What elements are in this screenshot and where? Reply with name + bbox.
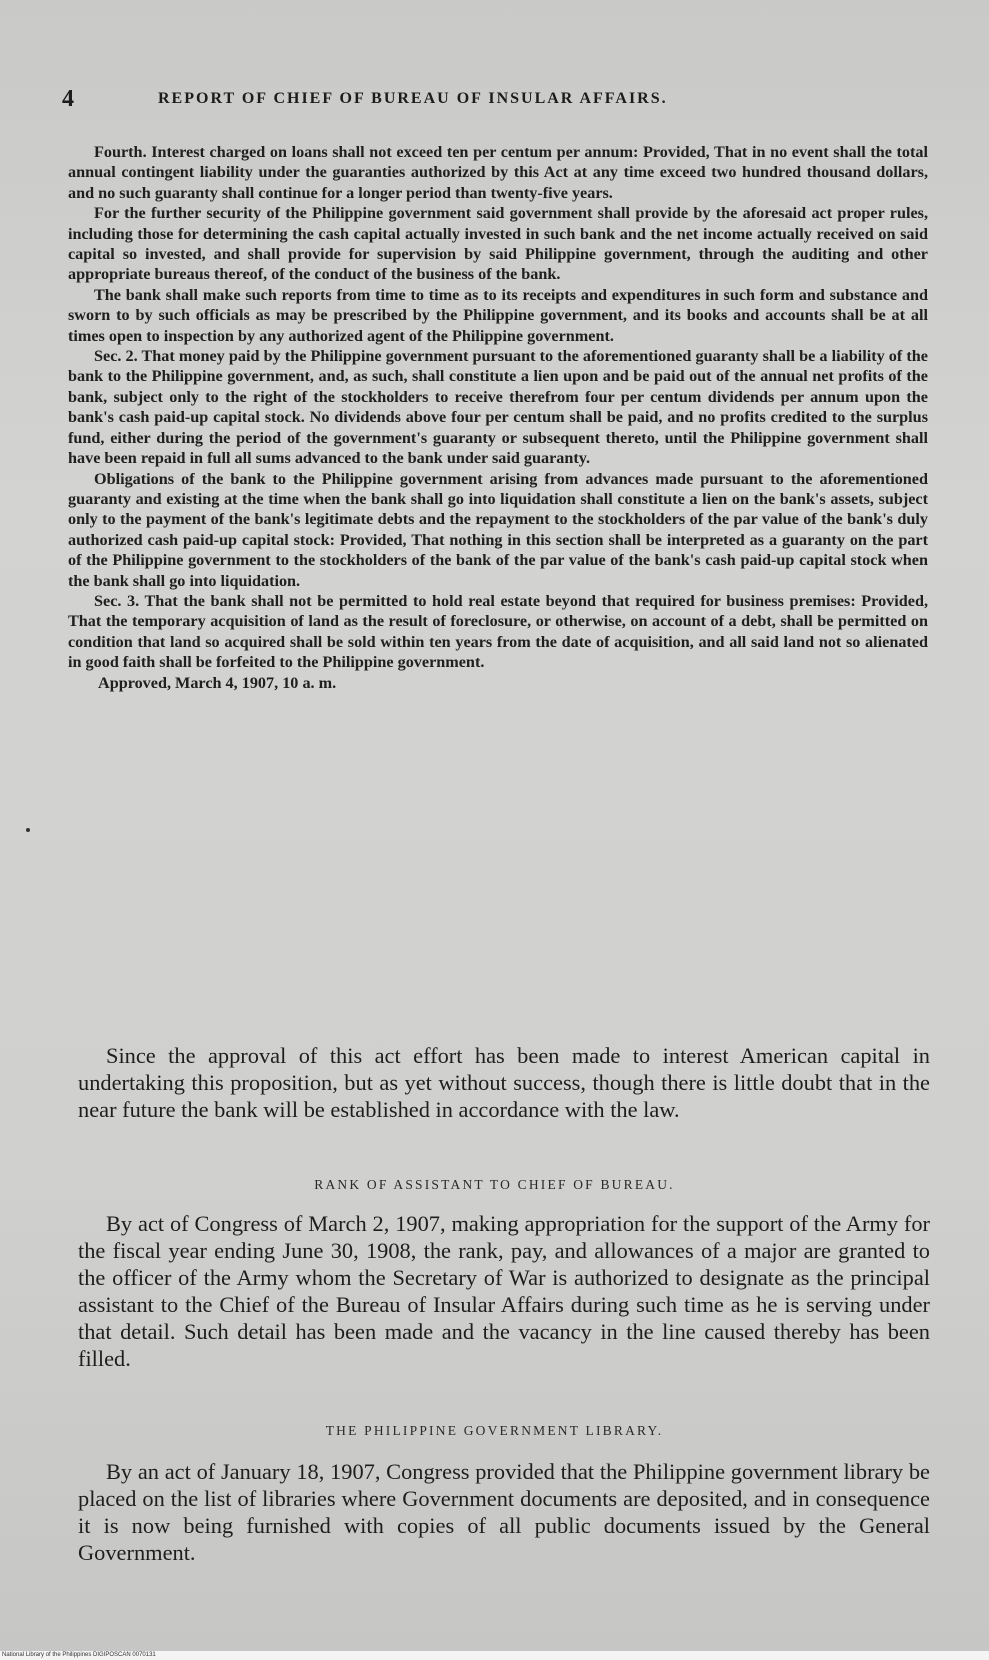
margin-mark bbox=[26, 828, 30, 832]
statute-paragraph-reports: The bank shall make such reports from time to time as to its receipts and expenditures in such form and substance and sworn to by such officials as may be prescribed by the Philippine government, and its books and accounts shall be at all times open to inspection by any authorized agent of the Philippine government. bbox=[68, 285, 928, 345]
statute-paragraph-security: For the further security of the Philippine government said government shall provide by the aforesaid act proper rules, including those for determining the cash capital actually invested in such bank and the net income actually received on said capital so invested, and shall provide for supervision by said Philippine government, through the auditing and other appropriate bureaus thereof, of the conduct of the business of the bank. bbox=[68, 204, 928, 284]
statute-paragraph-fourth: Fourth. Interest charged on loans shall not exceed ten per centum per annum: Provided, That in no event shall the total annual contingent liability under the guaranties authorized by this Act at any time exceed two hundred thousand dollars, and no such guaranty shall continue for a longer period than twenty-five years. bbox=[68, 143, 928, 202]
statute-paragraph-obligations: Obligations of the bank to the Philippine government arising from advances made pursuant to the aforementioned guaranty and existing at the time when the bank shall go into liquidation shall constitute a lien on the bank's assets, subject only to the payment of the bank's legitimate debts and the repayment to the stockholders of the par value of the bank's duly authorized cash paid-up capital stock: Provided, That nothing in this section shall be interpreted as a guaranty on the part of the Philippine government to the stockholders of the bank of the par value of the bank's cash paid-up capital stock when the bank shall go into liquidation. bbox=[68, 469, 928, 590]
statute-approved-line: Approved, March 4, 1907, 10 a. m. bbox=[98, 673, 337, 692]
body-paragraph-3: By an act of January 18, 1907, Congress provided that the Philippine government library be placed on the list of libraries where Government documents are deposited, and in consequence it is now being furnished with copies of all public documents issued by the General Government. bbox=[78, 1459, 930, 1565]
page-header bbox=[62, 86, 932, 116]
scan-footer-text: National Library of the Philippines DIGIPOSCAN 0070131 bbox=[2, 1652, 156, 1658]
statute-paragraph-sec-2: Sec. 2. That money paid by the Philippine government pursuant to the aforementioned guaranty shall be a liability of the bank to the Philippine government, and, as such, shall constitute a lien upon and be paid out of the annual net profits of the bank, subject only to the right of the stockholders to receive therefrom four per centum dividends per annum upon the bank's cash paid-up capital stock. No dividends above four per centum shall be paid, and no profits credited to the surplus fund, either during the period of the government's guaranty or subsequent thereto, until the Philippine government shall have been repaid in full all sums advanced to the bank under said guaranty. bbox=[68, 347, 928, 468]
statute-paragraph-sec-3: Sec. 3. That the bank shall not be permitted to hold real estate beyond that required for business premises: Provided, That the temporary acquisition of land as the result of foreclosure, or otherwise, on account of a debt, shall be permitted on condition that land so acquired shall be sold within ten years from the date of acquisition, and all said land not so alienated in good faith shall be forfeited to the Philippine government. bbox=[68, 591, 928, 672]
body-paragraph-1: Since the approval of this act effort has been made to interest American capital in undertaking this proposition, but as yet without success, though there is little doubt that in the near future the bank will be established in accordance with the law. bbox=[78, 1043, 930, 1122]
running-head: REPORT OF CHIEF OF BUREAU OF INSULAR AFFAIRS. bbox=[158, 90, 668, 107]
body-paragraph-library bbox=[78, 1458, 930, 1566]
body-paragraph-2: By act of Congress of March 2, 1907, making appropriation for the support of the Army for the fiscal year ending June 30, 1908, the rank, pay, and allowances of a major are granted to the officer of the Army whom the Secretary of War is authorized to designate as the principal assistant to the Chief of the Bureau of Insular Affairs during such time as he is serving under that detail. Such detail has been made and the vacancy in the line caused thereby has been filled. bbox=[78, 1211, 930, 1371]
body-paragraph-bank-status bbox=[78, 1042, 930, 1123]
body-paragraph-rank bbox=[78, 1210, 930, 1372]
statute-text bbox=[68, 142, 928, 693]
page-number: 4 bbox=[62, 86, 74, 112]
section-heading-library: THE PHILIPPINE GOVERNMENT LIBRARY. bbox=[325, 1423, 664, 1438]
section-heading-rank: RANK OF ASSISTANT TO CHIEF OF BUREAU. bbox=[314, 1177, 675, 1192]
